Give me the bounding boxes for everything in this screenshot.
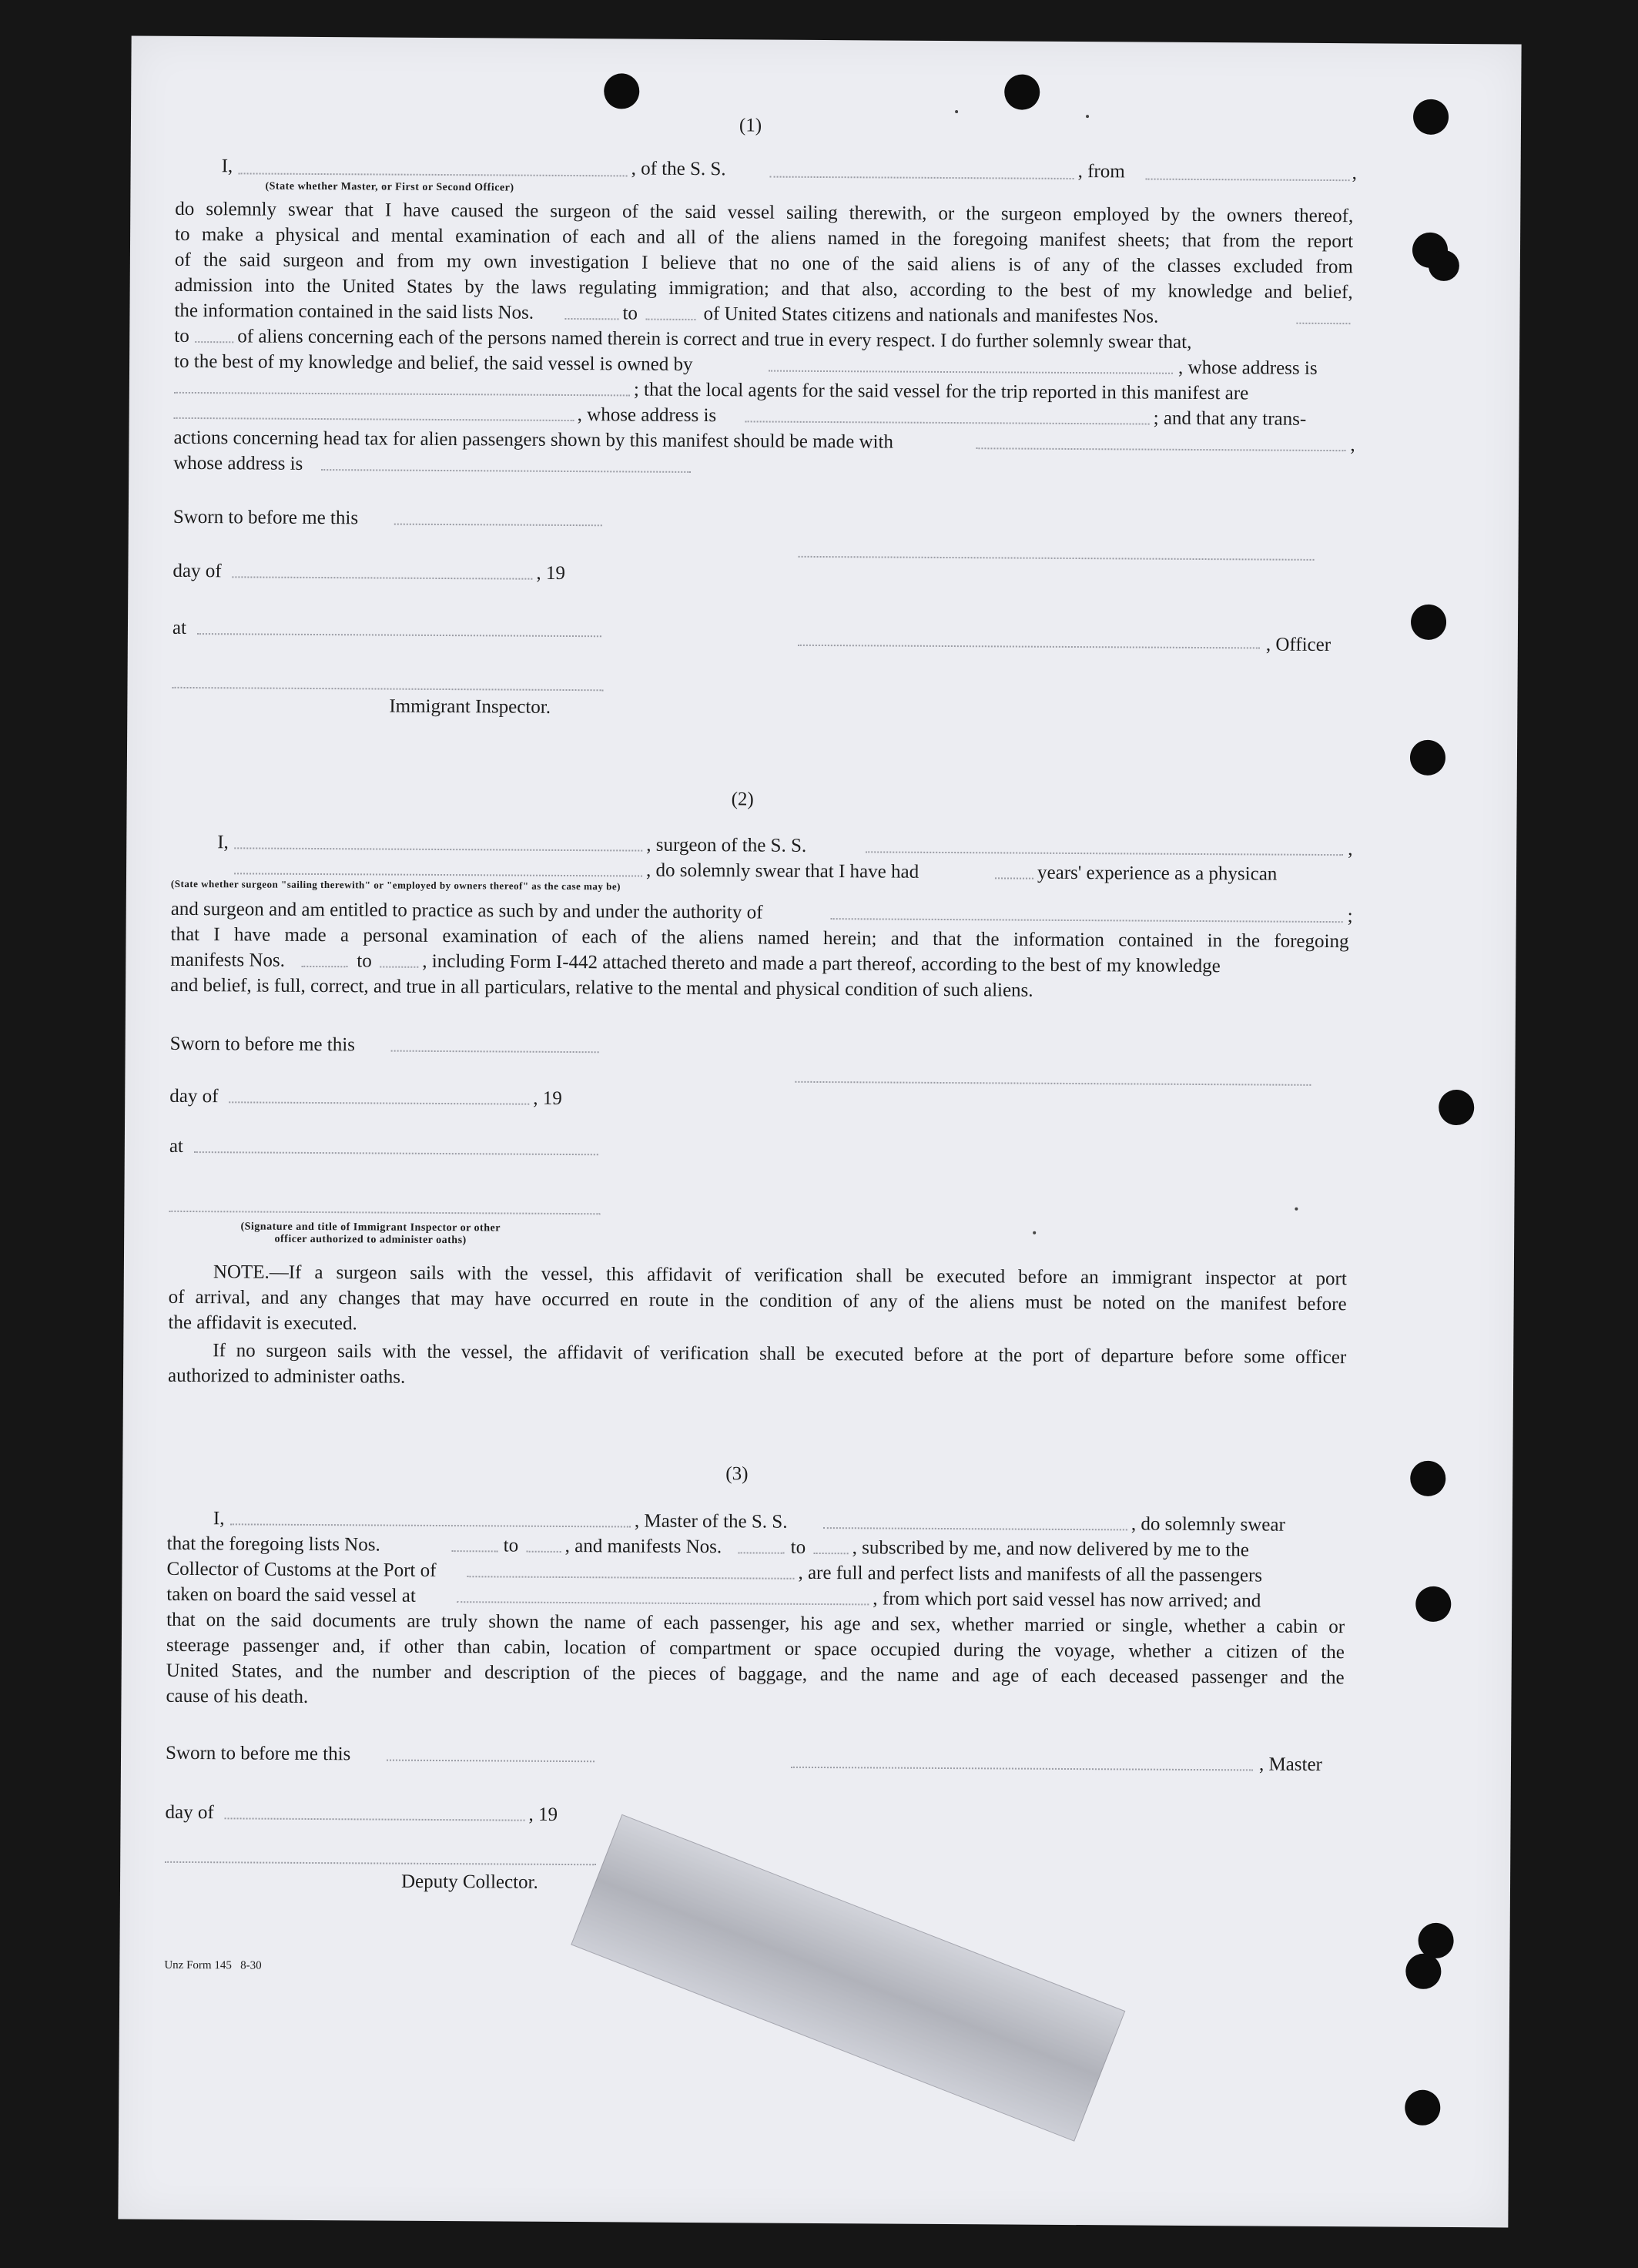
punch-hole: [1405, 1954, 1441, 1989]
sworn-blank: [387, 1760, 595, 1763]
surgeon-vessel-blank: [866, 851, 1343, 856]
master-name-blank: [230, 1523, 631, 1527]
immigrant-inspector-label: Immigrant Inspector.: [389, 695, 551, 718]
sworn-blank: [394, 524, 602, 527]
punch-hole: [1415, 1586, 1451, 1622]
section-number: (1): [739, 115, 762, 136]
note-line: If no surgeon sails with the vessel, the affidavit of verification shall be executed before at the port of departure before some officer: [213, 1340, 1347, 1369]
to-label: to: [174, 325, 189, 347]
signature-caption: [186, 1221, 555, 1248]
owner-label: to the best of my knowledge and belief, the said vessel is owned by: [174, 350, 693, 375]
master-declarant-label: I,: [213, 1508, 225, 1529]
agents-blank: [174, 417, 574, 421]
surgeon-swear-label: , do solemnly swear that I have had: [645, 859, 919, 883]
punch-hole: [1439, 1090, 1474, 1125]
surgeon-name-blank: [234, 847, 642, 851]
sworn-label: Sworn to before me this: [165, 1742, 351, 1765]
punch-hole: [1410, 740, 1445, 776]
punch-hole: [1405, 2090, 1440, 2126]
day-of-blank: [225, 1817, 525, 1821]
punch-hole: [1004, 74, 1040, 109]
punch-hole: [1411, 605, 1446, 640]
aliens-statement: of aliens concerning each of the persons named therein is correct and true in every respect. I do further solemnly swear that,: [237, 326, 1192, 353]
surgeon-of-ss-label: , surgeon of the S. S.: [646, 834, 807, 856]
comma: ,: [1348, 839, 1353, 860]
declarant-blank: [239, 173, 628, 176]
agents-address-blank: [745, 420, 1150, 424]
day-of-blank: [229, 1101, 529, 1104]
lists-blank: [564, 318, 618, 320]
year-label: , 19: [536, 562, 566, 584]
note-line: of arrival, and any changes that may have occurred en route in the condition of any of the aliens must be noted on the manifest before: [168, 1286, 1347, 1315]
section3-body-line: steerage passenger and, if other than cabin, location of compartment or space occupied during the voyage, whether a citizen of the: [166, 1634, 1345, 1663]
surgeon-signature-line: [795, 1081, 1311, 1086]
speck: [1033, 1231, 1036, 1235]
from-label: , from: [1077, 161, 1125, 183]
vessel-blank: [770, 176, 1074, 179]
manifests-blank: [1296, 323, 1350, 324]
transactions-label: ; and that any trans-: [1153, 407, 1307, 430]
taken-on-board-blank: [457, 1601, 869, 1605]
officer-caption: (State whether Master, or First or Second Officer): [265, 180, 514, 194]
section-number: (2): [731, 789, 754, 810]
manifests-nos-blank: [301, 966, 347, 967]
signature-line: [799, 556, 1315, 561]
taken-on-board-label: taken on board the said vessel at: [166, 1583, 416, 1606]
lists-label: the information contained in the said lists Nos.: [174, 300, 534, 323]
note-line: the affidavit is executed.: [168, 1312, 357, 1335]
at-blank: [197, 633, 601, 637]
note-line: NOTE.—If a surgeon sails with the vessel, this affidavit of verification shall be executed before an immigrant inspector at port: [213, 1261, 1347, 1290]
manifests-nos-label: manifests Nos.: [170, 949, 286, 971]
to-label: to: [790, 1536, 806, 1558]
speck: [1086, 115, 1089, 118]
head-tax-blank: [976, 447, 1345, 451]
lists-to-blank: [527, 1551, 561, 1553]
head-tax-label: actions concerning head tax for alien passengers shown by this manifest should be made with: [173, 427, 894, 453]
authority-blank: [831, 918, 1343, 923]
manifests-to-blank: [380, 966, 418, 968]
speck: [1295, 1208, 1298, 1211]
lists-to-blank: [645, 319, 695, 320]
declarant-label: I,: [221, 156, 233, 177]
whose-address-blank: [321, 469, 691, 473]
surgeon-caption: (State whether surgeon "sailing therewith" or "employed by owners thereof" as the case may be): [170, 877, 621, 893]
master-label: , Master: [1258, 1754, 1322, 1776]
punch-hole: [1429, 250, 1459, 281]
master-signature-line: [791, 1767, 1253, 1771]
punch-hole: [604, 73, 639, 109]
to-label: to: [503, 1535, 519, 1556]
manifest-affidavit-page: (1) I, , of the S. S. , from , (State whether Master, or First or Second Officer) do solemnly swear that I have caused the surgeon of the said vessel sailing therewith, or the surgeon employed by the owners thereof, to make a physical and mental examination of each and all of the aliens named in the foregoing manifest sheets; that from the report of the said surgeon and from my own investigation I believe that no one of the said aliens is of any of the classes excluded from admission into the United States by the laws regulating immigration; and that also, according to the best of my knowledge and belief, the information contained in the said lists Nos. to of United States citizens and nationals and manifestes Nos. to of aliens concerning each of the persons named therein is correct and true in every respect. I do further solemnly swear that, to the best of my knowledge and belief, the said vessel is owned by , whose address is ; that the local agents for the said vessel for the trip reported in this manifest are , whose address is ; and that any trans- actions concerning head tax for alien passengers shown by this manifest should be made with , whose address is Sworn to before me this day of , 19 at , Officer Immigrant Inspector. (2) I, , surgeon of the S. S. , , do solemnly swear that I have had years' experience as a physican (State whether surgeon "sailing therewith" or "employed by owners thereof" as the case may be) and surgeon and am entitled to practice as such by and under the authority of ; that I have made a personal examination of each of the aliens named herein; and that the information contained in the foregoing manifests Nos. to , including Form I-442 attached thereto and made a part thereof, according to the best of my knowledge and belief, is full, correct, and true in all particulars, relative to the mental and physical condition of such aliens. Sworn to before me this day of , 19 at (Signature and title of Immigrant Inspector or other officer authorized to administer oaths) NOTE.—If a surgeon sails with the vessel, this affidavit of verification shall be executed before an immigrant inspector at port of arrival, and any changes that may have occurred en route in the condition of any of the aliens must be noted on the manifest before the affidavit is executed. If no surgeon sails with the vessel, the affidavit of verification shall be executed before at the port of departure before some officer authorized to administer oaths. (3) I, , Master of the S. S. , do solemnly swear that the foregoing lists Nos. to , and manifests Nos. to , subscribed by me, and now delivered by me to the Collector of Customs at the Port of , are full and perfect lists and manifests of all the passengers taken on board the said vessel at , from which port said vessel has now arrived; and that on the said documents are truly shown the name of each passenger, his age and sex, whether married or single, whether a cabin or steerage passenger and, if other than cabin, location of compartment or space occupied during the voyage, whether a citizen of the United States, and the number and description of the pieces of baggage, and the name and age of each deceased passenger and the cause of his death. Sworn to before me this , Master day of , 19 Deputy Collector. Unz Form 145 8-30: [118, 36, 1521, 2228]
years-experience-label: years' experience as a physican: [1037, 862, 1278, 885]
inspector-signature-line: [169, 1211, 600, 1214]
speck: [955, 110, 958, 113]
punch-hole: [1410, 1461, 1445, 1496]
form-number: Unz Form 145 8-30: [164, 1958, 262, 1972]
years-blank: [995, 877, 1033, 879]
sworn-label: Sworn to before me this: [173, 506, 359, 529]
owner-address-label: , whose address is: [1177, 357, 1318, 379]
whose-address-label: whose address is: [173, 452, 303, 474]
authority-label: and surgeon and am entitled to practice as such by and under the authority of: [170, 898, 763, 923]
collector-port-label: Collector of Customs at the Port of: [166, 1558, 437, 1581]
officer-label: , Officer: [1265, 634, 1332, 656]
agents-label: ; that the local agents for the said vessel for the trip reported in this manifest are: [633, 379, 1249, 404]
year-label: , 19: [533, 1087, 562, 1109]
year-label: , 19: [528, 1804, 558, 1825]
surgeon-status-blank: [234, 873, 642, 876]
sworn-blank: [391, 1050, 599, 1054]
agents-address-label: , whose address is: [577, 404, 717, 427]
day-of-label: day of: [165, 1801, 214, 1824]
port-blank: [467, 1576, 794, 1580]
subscribed-label: , subscribed by me, and now delivered by me to the: [852, 1537, 1249, 1561]
manifests-nos-label: , and manifests Nos.: [564, 1535, 722, 1558]
collector-signature-line: [165, 1861, 596, 1865]
owner-address-blank: [174, 392, 630, 397]
manifests-nos-blank: [739, 1552, 785, 1553]
tape-stain: [571, 1814, 1125, 2142]
form-i442-label: , including Form I-442 attached thereto and made a part thereof, according to the best of my knowledge: [422, 950, 1221, 977]
surgeon-declarant-label: I,: [217, 832, 229, 853]
officer-signature-line: [798, 645, 1260, 649]
master-of-ss-label: , Master of the S. S.: [634, 1510, 788, 1533]
lists-nos-blank: [452, 1550, 498, 1552]
at-label: at: [172, 617, 187, 638]
full-lists-label: , are full and perfect lists and manifests of all the passengers: [798, 1562, 1263, 1586]
section3-body-line: United States, and the number and description of the pieces of baggage, and the name and age of each deceased passenger and the: [166, 1660, 1345, 1689]
section1-body-line: admission into the United States by the laws regulating immigration; and that also, according to the best of my knowledge and belief,: [174, 274, 1353, 303]
section3-body-line: cause of his death.: [166, 1685, 309, 1707]
solemnly-swear-label: , do solemnly swear: [1131, 1513, 1285, 1536]
from-blank: [1146, 179, 1350, 182]
arrived-label: , from which port said vessel has now arrived; and: [873, 1588, 1261, 1612]
section3-body-line: that on the said documents are truly shown the name of each passenger, his age and sex, whether married or single, whether a cabin or: [166, 1609, 1345, 1638]
day-of-label: day of: [169, 1085, 219, 1107]
inspector-signature-line: [173, 687, 604, 691]
day-of-label: day of: [173, 560, 222, 582]
section2-body-line: that I have made a personal examination of each of the aliens named herein; and that the information contained in the foregoing: [170, 923, 1349, 953]
at-blank: [194, 1151, 598, 1155]
section1-body-line: to make a physical and mental examination of each and all of the aliens named in the foregoing manifest sheets; that from the report: [175, 223, 1354, 253]
master-vessel-blank: [823, 1527, 1127, 1530]
deputy-collector-label: Deputy Collector.: [400, 1871, 538, 1893]
sworn-label: Sworn to before me this: [169, 1033, 355, 1056]
section2-last-line: and belief, is full, correct, and true in all particulars, relative to the mental and physical condition of such aliens.: [170, 974, 1033, 1001]
to-label: to: [357, 950, 372, 972]
section-number: (3): [725, 1463, 749, 1485]
lists-to: to: [622, 303, 638, 324]
signature-caption-line: (Signature and title of Immigrant Inspector or other: [240, 1221, 501, 1235]
day-of-blank: [232, 576, 532, 579]
note-line: authorized to administer oaths.: [167, 1365, 406, 1388]
signature-caption-line: officer authorized to administer oaths): [274, 1233, 467, 1247]
section1-body-line: do solemnly swear that I have caused the surgeon of the said vessel sailing therewith, or the surgeon employed by the owners thereof,: [175, 198, 1354, 227]
punch-hole: [1413, 99, 1449, 135]
semicolon: ;: [1347, 906, 1353, 927]
manifests-label: of United States citizens and nationals and manifestes Nos.: [703, 303, 1159, 327]
vessel-label: , of the S. S.: [631, 158, 726, 180]
comma: ,: [1350, 434, 1355, 456]
to-blank: [195, 341, 233, 343]
section1-body-line: of the said surgeon and from my own investigation I believe that no one of the said aliens is of any of the classes excluded from: [174, 249, 1353, 278]
manifests-to-blank: [814, 1553, 849, 1554]
owner-blank: [769, 370, 1173, 374]
lists-nos-label: that the foregoing lists Nos.: [166, 1533, 380, 1556]
at-label: at: [169, 1135, 183, 1157]
